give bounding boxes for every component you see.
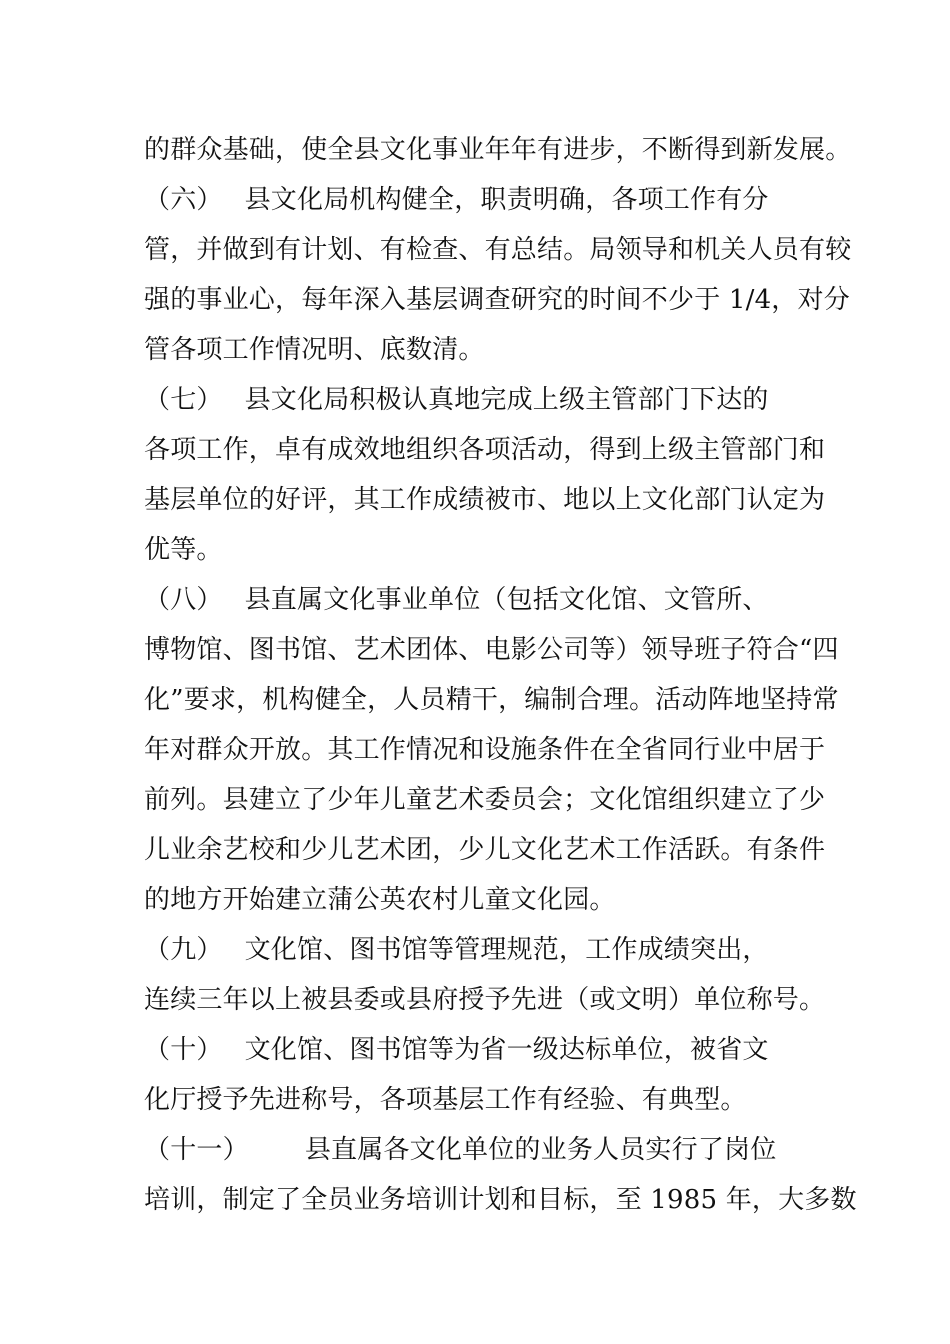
text-line: 各项工作，卓有成效地组织各项活动，得到上级主管部门和 (144, 435, 826, 465)
list-item-line (144, 583, 824, 617)
text-line: 博物馆、图书馆、艺术团体、电影公司等）领导班子符合“四 (144, 635, 839, 665)
text-line: 连续三年以上被县委或县府授予先进（或文明）单位称号。 (144, 985, 826, 1015)
list-item-text: 县直属各文化单位的业务人员实行了岗位 (304, 1135, 777, 1165)
text-line: 儿业余艺校和少儿艺术团，少儿文化艺术工作活跃。有条件 (144, 835, 826, 865)
text-line: 前列。县建立了少年儿童艺术委员会；文化馆组织建立了少 (144, 785, 826, 815)
text-line: 培训，制定了全员业务培训计划和目标，至 1985 年，大多数 (144, 1185, 857, 1215)
list-marker: （六） (144, 185, 223, 215)
text-line: 管各项工作情况明、底数清。 (144, 335, 485, 365)
list-item-line (144, 183, 824, 217)
list-item-line (144, 933, 824, 967)
text-line: 化厅授予先进称号，各项基层工作有经验、有典型。 (144, 1085, 747, 1115)
list-marker: （八） (144, 585, 223, 615)
text-line: 强的事业心，每年深入基层调查研究的时间不少于 1/4，对分 (144, 285, 850, 315)
list-item-text: 县文化局机构健全，职责明确，各项工作有分 (244, 185, 769, 215)
text-line: 优等。 (144, 535, 223, 565)
list-item-text: 文化馆、图书馆等管理规范，工作成绩突出， (244, 935, 769, 965)
text-line: 年对群众开放。其工作情况和设施条件在全省同行业中居于 (144, 735, 826, 765)
list-item-line (144, 1133, 824, 1167)
text-line: 的群众基础，使全县文化事业年年有进步，不断得到新发展。 (144, 135, 852, 165)
text-line: 基层单位的好评，其工作成绩被市、地以上文化部门认定为 (144, 485, 826, 515)
list-marker: （九） (144, 935, 223, 965)
list-marker: （十一） (144, 1135, 249, 1165)
list-item-text: 文化馆、图书馆等为省一级达标单位，被省文 (244, 1035, 769, 1065)
list-item-line (144, 1033, 824, 1067)
list-marker: （十） (144, 1035, 223, 1065)
text-line: 的地方开始建立蒲公英农村儿童文化园。 (144, 885, 616, 915)
list-marker: （七） (144, 385, 223, 415)
list-item-line (144, 383, 824, 417)
list-item-text: 县直属文化事业单位（包括文化馆、文管所、 (244, 585, 769, 615)
text-line: 化”要求，机构健全，人员精干，编制合理。活动阵地坚持常 (144, 685, 839, 715)
text-line: 管，并做到有计划、有检查、有总结。局领导和机关人员有较 (144, 235, 852, 265)
list-item-text: 县文化局积极认真地完成上级主管部门下达的 (244, 385, 769, 415)
